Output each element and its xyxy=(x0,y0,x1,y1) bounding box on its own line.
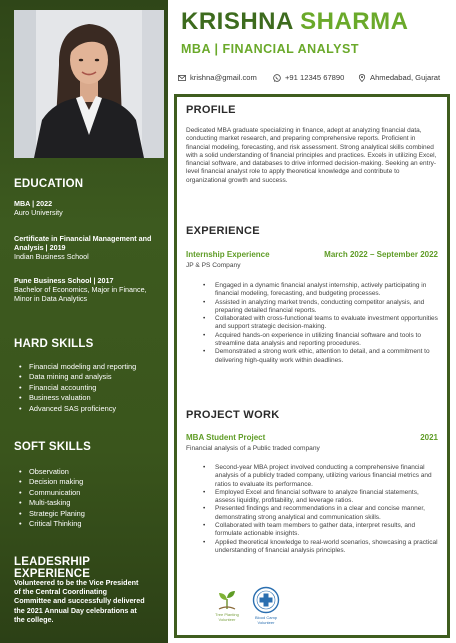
experience-title: Internship Experience xyxy=(186,250,270,259)
list-item: • Applied theoretical knowledge to real-world scenarios, showcasing a practical understanding of financial analysis principles. xyxy=(200,539,440,556)
job-role: MBA | FINANCIAL ANALYST xyxy=(181,42,359,56)
education-entry xyxy=(14,234,164,262)
list-item: • Presented findings and recommendations in a clear and concise manner, demonstrating strong analytical and communication skills. xyxy=(200,505,440,522)
list-item: • Assisted in analyzing market trends, conducting competitor analysis, and preparing detailed financial reports. xyxy=(200,299,440,316)
list-item: • Critical Thinking xyxy=(14,519,164,529)
profile-text: Dedicated MBA graduate specializing in finance, adept at analyzing financial data, conducting market research, and preparing comprehensive reports. Proficient in financial modeling, forecasting, and risk assessment. Strong analytical skills combined with a solid understanding of financial principles and practices. Excels in utilizing Excel, financial software, and databases to drive informed decision-making. Seeking an entry-level financial analyst role to apply theoretical knowledge and contribute to organizational growth and success. xyxy=(186,127,437,184)
first-name: KRISHNA xyxy=(181,8,293,35)
education-entry xyxy=(14,199,164,217)
list-item: • Engaged in a dynamic financial analyst internship, actively participating in financial modeling, forecasting, and budgeting processes. xyxy=(200,282,440,299)
leadership-text: Volunteered to be the Vice President of the Central Coordinating Committee and successfully delivered the 2021 Annual Day celebrations at the college. xyxy=(14,578,145,624)
email-icon xyxy=(178,74,186,82)
education-title: MBA | 2022 xyxy=(14,199,53,208)
list-item: • Collaborated with cross-functional teams to evaluate investment opportunities and support strategic decision-making. xyxy=(200,315,440,332)
logo-caption: Tree Planting Volunteer xyxy=(215,612,239,622)
soft-skills-heading: SOFT SKILLS xyxy=(14,441,91,453)
blood-camp-logo xyxy=(246,586,286,625)
list-item: • Employed Excel and financial software to analyze financial statements, assess liquidity, profitability, and leverage ratios. xyxy=(200,489,440,506)
education-entry xyxy=(14,276,164,304)
location-text: Ahmedabad, Gujarat xyxy=(370,73,441,82)
project-title: MBA Student Project xyxy=(186,433,266,442)
list-item: • Business valuation xyxy=(14,393,164,403)
list-item: • Advanced SAS proficiency xyxy=(14,404,164,414)
sprout-icon xyxy=(216,589,238,611)
project-year: 2021 xyxy=(420,433,438,442)
soft-skills-list xyxy=(14,467,164,529)
last-name: SHARMA xyxy=(300,8,409,35)
list-item: • Financial accounting xyxy=(14,383,164,393)
profile-heading: PROFILE xyxy=(186,104,236,116)
profile-photo xyxy=(14,10,164,158)
medical-cross-icon xyxy=(252,586,280,614)
list-item: • Strategic Planing xyxy=(14,509,164,519)
education-heading: EDUCATION xyxy=(14,178,84,190)
experience-dates: March 2022 – September 2022 xyxy=(324,250,438,259)
list-item: • Multi-tasking xyxy=(14,498,164,508)
hard-skills-list xyxy=(14,362,164,414)
list-item: • Financial modeling and reporting xyxy=(14,362,164,372)
project-heading: PROJECT WORK xyxy=(186,409,280,421)
education-title: Certificate in Financial Management and Analysis | 2019 xyxy=(14,234,152,253)
list-item: • Second-year MBA project involved conducting a comprehensive financial analysis of a publicly traded company, utilizing various financial metrics and ratios to evaluate its performance. xyxy=(200,464,440,489)
phone-text: +91 12345 67890 xyxy=(285,73,345,82)
education-title: Pune Business School | 2017 xyxy=(14,276,114,285)
leadership-heading: LEADESRHIP EXPERIENCE xyxy=(14,556,91,580)
experience-bullets xyxy=(200,282,440,365)
logo-caption: Blood Camp Volunteer xyxy=(254,615,277,625)
location-pin-icon xyxy=(358,74,366,82)
list-item: • Collaborated with team members to gather data, interpret results, and formulate actionable insights. xyxy=(200,522,440,539)
contact-location xyxy=(358,73,440,82)
experience-company: JP & PS Company xyxy=(186,262,241,269)
name-heading xyxy=(181,8,408,36)
list-item: • Demonstrated a strong work ethic, attention to detail, and a commitment to delivering high-quality work within deadlines. xyxy=(200,348,440,365)
whatsapp-icon xyxy=(273,74,281,82)
list-item: • Observation xyxy=(14,467,164,477)
education-detail: Bachelor of Economics, Major in Finance, Minor in Data Analytics xyxy=(14,285,147,304)
sidebar xyxy=(0,0,168,643)
list-item: • Acquired hands-on experience in utilizing financial software and tools to streamline data analysis and reporting procedures. xyxy=(200,332,440,349)
email-text: krishna@gmail.com xyxy=(190,73,257,82)
experience-heading: EXPERIENCE xyxy=(186,225,260,237)
list-item: • Data mining and analysis xyxy=(14,372,164,382)
list-item: • Communication xyxy=(14,488,164,498)
contact-email[interactable] xyxy=(178,73,257,82)
education-detail: Auro University xyxy=(14,208,63,218)
project-bullets xyxy=(200,464,440,555)
hard-skills-heading: HARD SKILLS xyxy=(14,338,94,350)
list-item: • Decision making xyxy=(14,477,164,487)
education-detail: Indian Business School xyxy=(14,252,89,262)
tree-planting-logo xyxy=(207,589,247,622)
contact-phone[interactable] xyxy=(273,73,344,82)
project-subtitle: Financial analysis of a Public traded company xyxy=(186,445,320,452)
